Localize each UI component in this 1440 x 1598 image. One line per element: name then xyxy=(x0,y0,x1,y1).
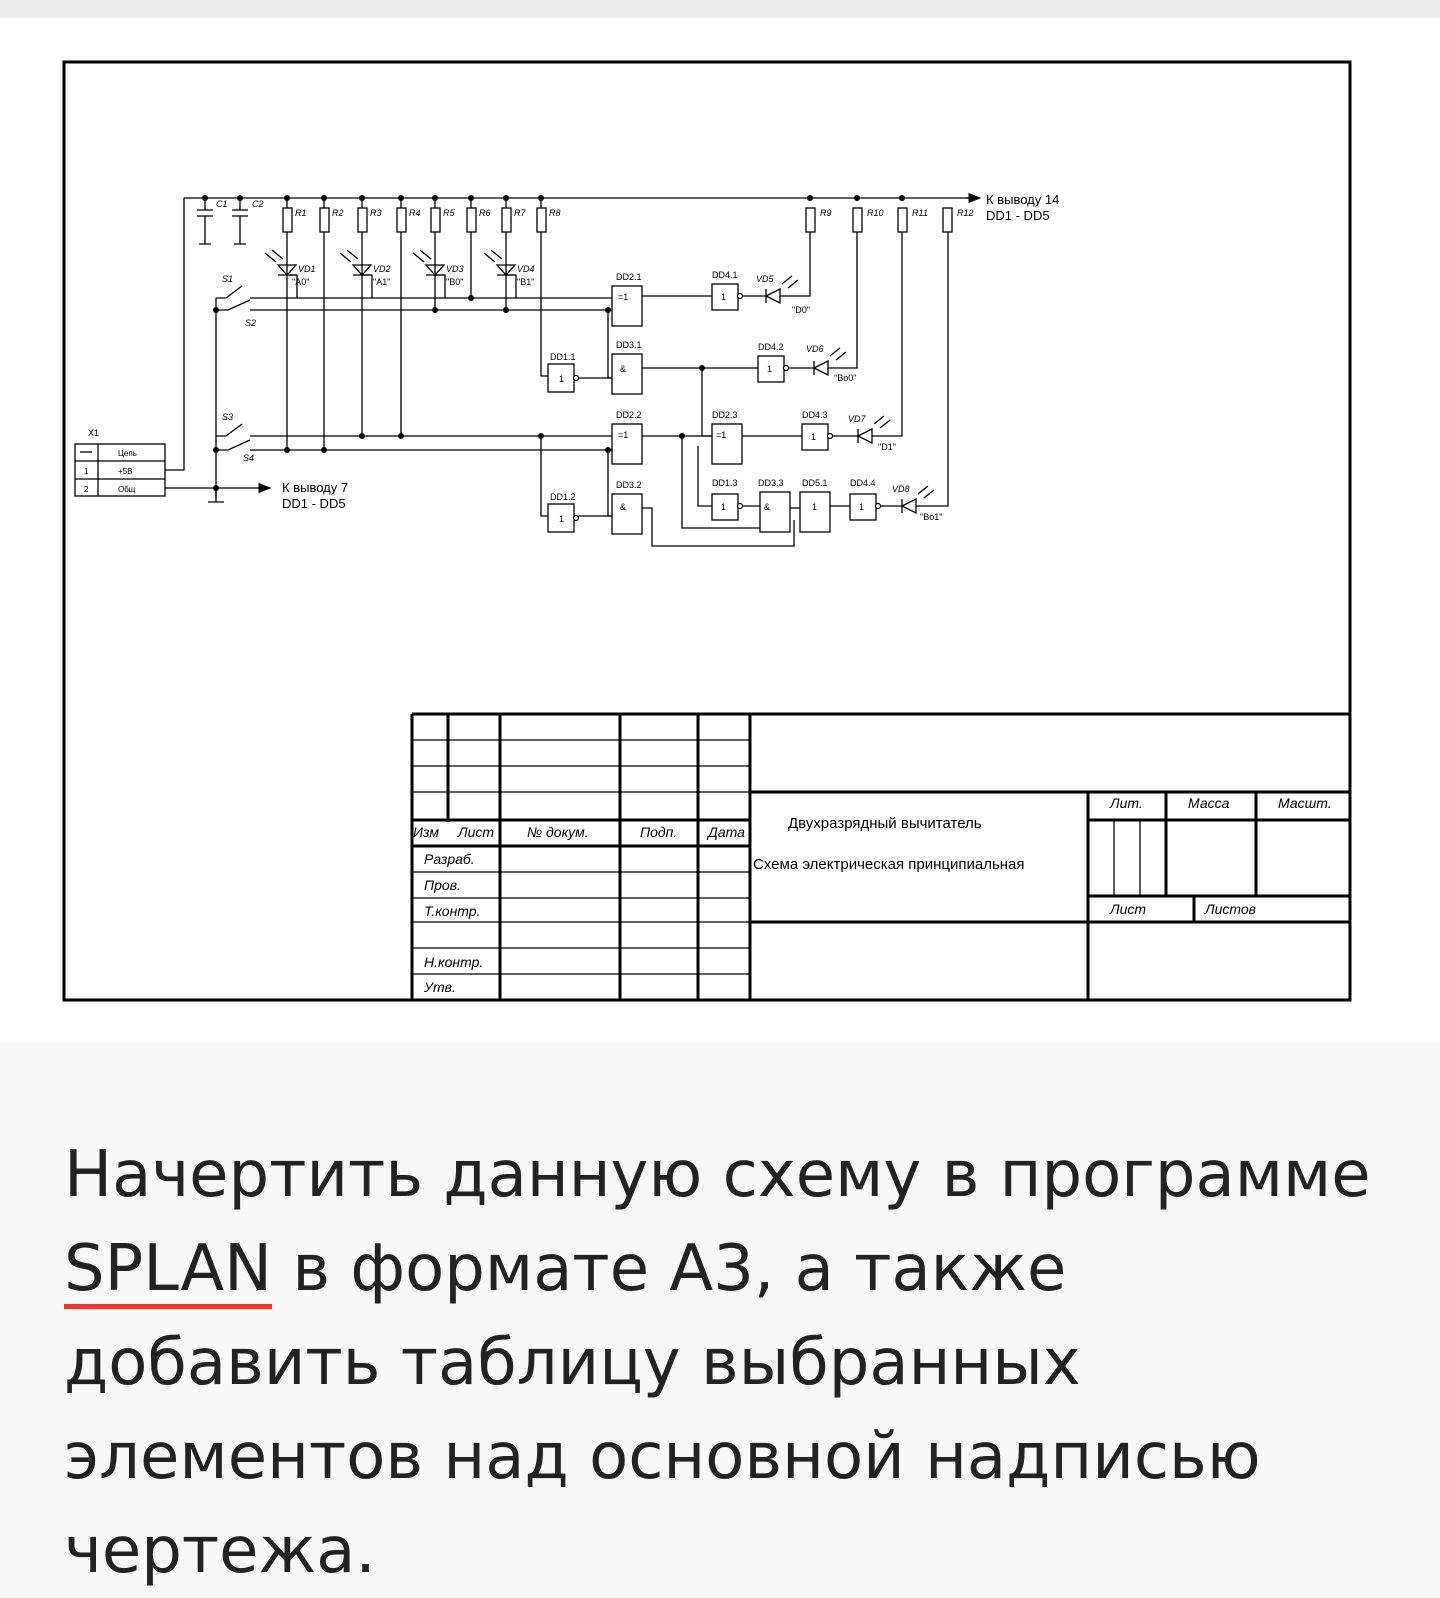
label-dd5-1: DD5.1 xyxy=(802,478,828,488)
label-b1: "B1" xyxy=(517,277,535,287)
label-r12: R12 xyxy=(957,208,974,218)
label-s4: S4 xyxy=(243,453,255,463)
connector-chain-header: Цепь xyxy=(118,449,137,458)
label-to-pin7: К выводу 7 xyxy=(282,480,349,495)
label-bo1: "Bo1" xyxy=(920,512,943,522)
label-s1: S1 xyxy=(222,274,234,284)
tb-izm: Изм xyxy=(413,824,439,840)
label-d0: "D0" xyxy=(792,305,810,315)
caption-splan-misspelled: SPLAN xyxy=(64,1232,272,1306)
gate-dd4-2-symbol: 1 xyxy=(767,364,773,374)
gate-dd4-3-symbol: 1 xyxy=(811,432,817,442)
label-vd5: VD5 xyxy=(756,274,774,284)
label-r9: R9 xyxy=(820,208,832,218)
top-bar xyxy=(0,0,1440,18)
label-vd1: VD1 xyxy=(298,264,316,274)
label-r10: R10 xyxy=(867,208,884,218)
label-b0: "B0" xyxy=(446,277,464,287)
gate-dd5-1-symbol: 1 xyxy=(812,502,818,512)
label-r11: R11 xyxy=(912,208,928,218)
label-dd2-1: DD2.1 xyxy=(616,272,642,282)
tb-date: Дата xyxy=(708,824,745,840)
title-block xyxy=(412,714,1350,1000)
label-vd2: VD2 xyxy=(373,264,391,274)
caption-part-1: Начертить данную схему в программе xyxy=(64,1138,1371,1212)
label-r1: R1 xyxy=(295,208,307,218)
label-vd4: VD4 xyxy=(517,264,535,274)
tb-massa: Масса xyxy=(1188,795,1230,811)
component-labels xyxy=(84,199,974,524)
label-r6: R6 xyxy=(479,208,491,218)
gate-dd2-2-symbol: =1 xyxy=(618,430,629,440)
tb-sign: Подп. xyxy=(640,824,678,840)
tb-sheets: Листов xyxy=(1205,901,1256,917)
gate-dd1-2-symbol: 1 xyxy=(559,514,565,524)
tb-doc-no: № докум. xyxy=(527,824,589,840)
power-labels xyxy=(282,192,1059,511)
gate-dd4-1-symbol: 1 xyxy=(721,292,727,302)
label-vd3: VD3 xyxy=(446,264,464,274)
tb-title-line2: Схема электрическая принципиальная xyxy=(753,856,1025,873)
label-dd3-3: DD3.3 xyxy=(758,478,784,488)
tb-masht: Масшт. xyxy=(1278,795,1332,811)
label-dd3-2: DD3.2 xyxy=(616,480,642,490)
label-dd1-3: DD1.3 xyxy=(712,478,738,488)
gate-dd2-3-symbol: =1 xyxy=(716,430,727,440)
connector-gnd: Общ xyxy=(118,485,136,494)
label-vd7: VD7 xyxy=(848,414,866,424)
label-d1: "D1" xyxy=(878,442,896,452)
label-c2: C2 xyxy=(252,199,264,209)
label-s3: S3 xyxy=(222,412,234,422)
label-bo0: "Bo0" xyxy=(834,373,857,383)
gate-dd3-1-symbol: & xyxy=(620,364,627,374)
gate-dd2-1-symbol: =1 xyxy=(618,292,629,302)
gate-dd4-4-symbol: 1 xyxy=(859,502,865,512)
connector-plus5v: +5В xyxy=(118,467,133,476)
label-r4: R4 xyxy=(409,208,421,218)
label-vd6: VD6 xyxy=(806,344,824,354)
tb-prov: Пров. xyxy=(424,877,461,893)
tb-title-line1: Двухразрядный вычитатель xyxy=(788,815,982,832)
caption-part-2: в формате А3, а также добавить таблицу выбранных элементов над основной надписью чертежа. xyxy=(64,1232,1261,1588)
label-r5: R5 xyxy=(443,208,455,218)
label-r8: R8 xyxy=(549,208,561,218)
task-caption xyxy=(64,1128,1384,1598)
label-to-pin14-chips: DD1 - DD5 xyxy=(986,208,1050,223)
label-dd1-2: DD1.2 xyxy=(550,492,576,502)
tb-lit: Лит. xyxy=(1110,795,1143,811)
tb-razrab: Разраб. xyxy=(424,851,475,867)
label-dd1-1: DD1.1 xyxy=(550,352,576,362)
label-r2: R2 xyxy=(332,208,344,218)
label-dd4-3: DD4.3 xyxy=(802,410,828,420)
label-dd3-1: DD3.1 xyxy=(616,340,642,350)
tb-sheet: Лист xyxy=(1110,901,1147,917)
label-dd4-2: DD4.2 xyxy=(758,342,784,352)
label-r7: R7 xyxy=(514,208,526,218)
label-r3: R3 xyxy=(370,208,382,218)
label-dd2-2: DD2.2 xyxy=(616,410,642,420)
label-vd8: VD8 xyxy=(892,484,910,494)
label-to-pin14: К выводу 14 xyxy=(986,192,1060,207)
drawing-sheet xyxy=(0,18,1440,1042)
tb-list: Лист xyxy=(458,824,495,840)
gate-dd1-1-symbol: 1 xyxy=(559,374,565,384)
connector-pin-1: 1 xyxy=(84,467,89,476)
label-to-pin7-chips: DD1 - DD5 xyxy=(282,496,346,511)
label-s2: S2 xyxy=(245,318,257,328)
schematic-drawing xyxy=(0,18,1440,1042)
gate-dd3-2-symbol: & xyxy=(620,502,627,512)
label-a1: "A1" xyxy=(373,277,391,287)
label-c1: C1 xyxy=(216,199,228,209)
gate-dd1-3-symbol: 1 xyxy=(721,502,727,512)
label-dd4-4: DD4.4 xyxy=(850,478,876,488)
connector-pin-2: 2 xyxy=(84,485,89,494)
tb-utv: Утв. xyxy=(424,979,456,995)
gate-dd3-3-symbol: & xyxy=(764,502,771,512)
label-dd2-3: DD2.3 xyxy=(712,410,738,420)
label-dd4-1: DD4.1 xyxy=(712,270,738,280)
label-a0: "A0" xyxy=(292,277,310,287)
tb-tkontr: Т.контр. xyxy=(424,903,481,919)
schematic-wiring xyxy=(75,198,980,546)
tb-nkontr: Н.контр. xyxy=(424,954,484,970)
label-x1: X1 xyxy=(88,428,100,438)
